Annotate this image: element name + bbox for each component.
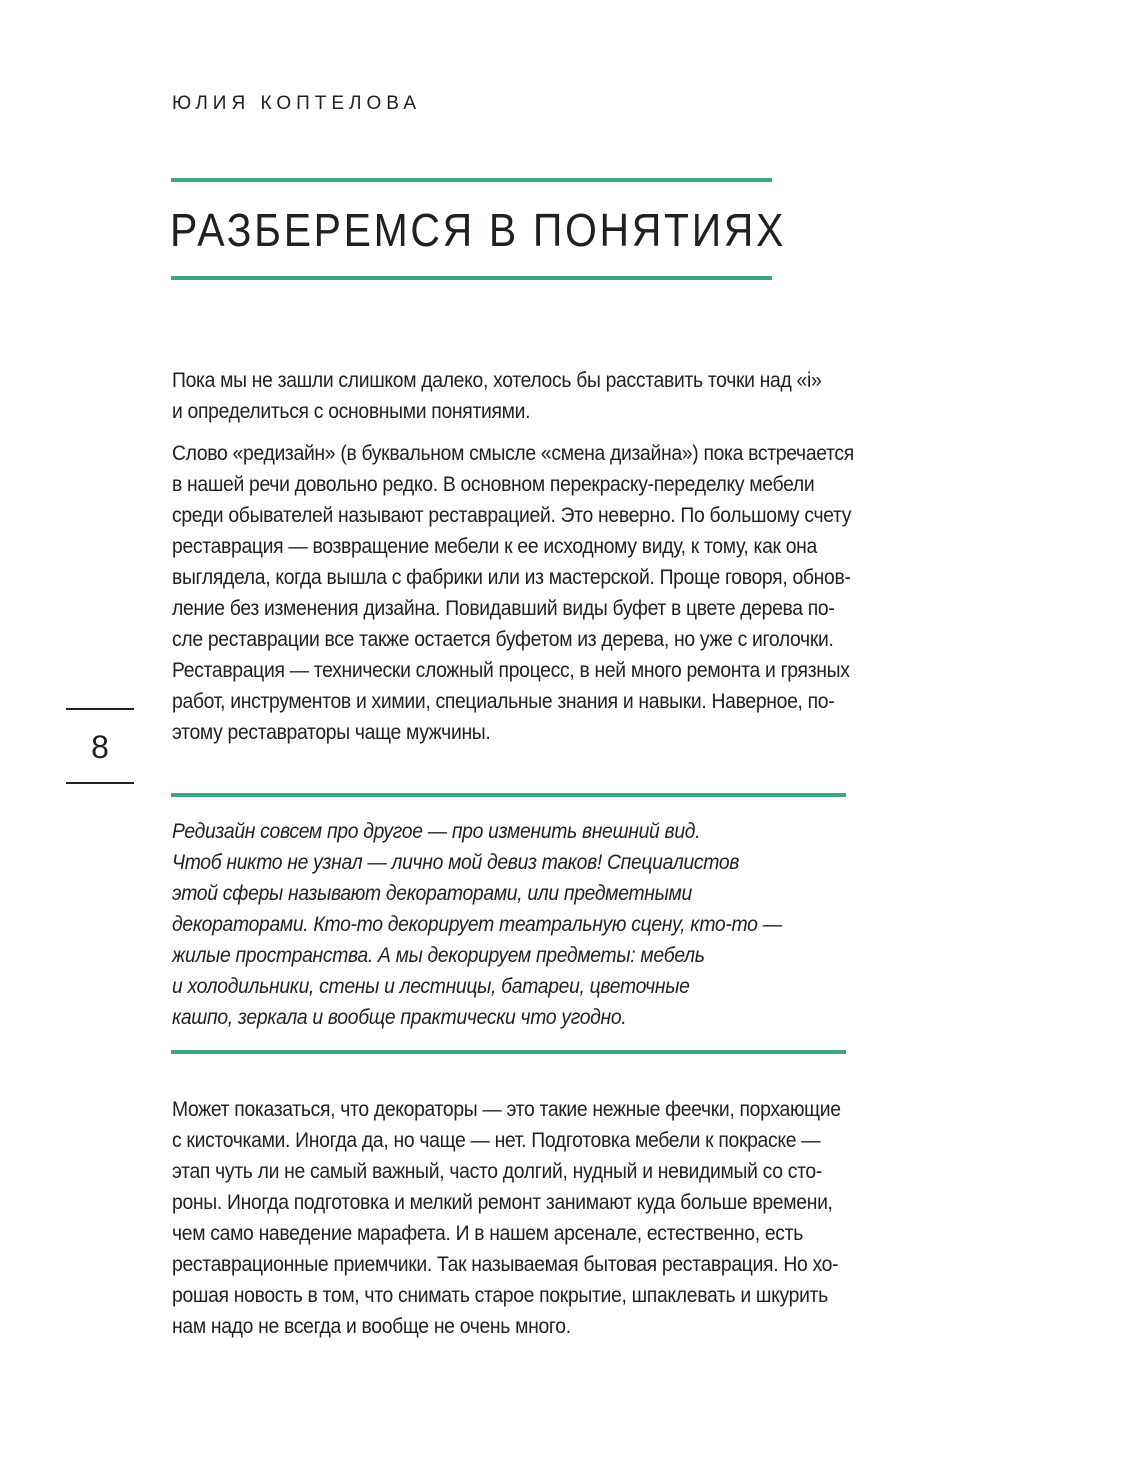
quote-line: Редизайн совсем про другое — про изменить внешний вид. — [172, 819, 701, 843]
pull-quote — [172, 816, 849, 1033]
text-line: Пока мы не зашли слишком далеко, хотелось бы расставить точки над «i» — [172, 368, 822, 392]
text-line: Реставрация — технически сложный процесс, в ней много ремонта и грязных — [172, 658, 850, 682]
text-line: нам надо не всегда и вообще не очень много. — [172, 1314, 571, 1338]
text-line: с кисточками. Иногда да, но чаще — нет. Подготовка мебели к покраске — — [172, 1128, 821, 1152]
text-line: среди обывателей называют реставрацией. Это неверно. По большому счету — [172, 503, 852, 527]
text-line: Может показаться, что декораторы — это такие нежные феечки, порхающие — [172, 1097, 841, 1121]
text-line: в нашей речи довольно редко. В основном перекраску-переделку мебели — [172, 472, 815, 496]
page-number: 8 — [91, 729, 109, 765]
quote-line: Чтоб никто не узнал — лично мой девиз таков! Специалистов — [172, 850, 740, 874]
quote-line: этой сферы называют декораторами, или предметными — [172, 881, 692, 905]
quote-rule-bottom — [171, 1050, 846, 1054]
quote-line: и холодильники, стены и лестницы, батареи, цветочные — [172, 974, 690, 998]
text-line: чем само наведение марафета. И в нашем арсенале, естественно, есть — [172, 1221, 803, 1245]
text-line: и определиться с основными понятиями. — [172, 399, 531, 423]
text-line: сле реставрации все также остается буфетом из дерева, но уже с иголочки. — [172, 627, 834, 651]
title-rule-bottom — [171, 276, 772, 280]
chapter-title: РАЗБЕРЕМСЯ В ПОНЯТИЯХ — [170, 204, 787, 256]
text-line: Слово «редизайн» (в буквальном смысле «смена дизайна») пока встречается — [172, 441, 854, 465]
text-line: этому реставраторы чаще мужчины. — [172, 720, 491, 744]
text-line: ление без изменения дизайна. Повидавший виды буфет в цвете дерева по- — [172, 596, 835, 620]
body-paragraph-2 — [172, 1094, 915, 1342]
quote-line: декораторами. Кто-то декорирует театральную сцену, кто-то — — [172, 912, 782, 936]
text-line: выглядела, когда вышла с фабрики или из мастерской. Проще говоря, обнов- — [172, 565, 851, 589]
text-line: работ, инструментов и химии, специальные знания и навыки. Наверное, по- — [172, 689, 835, 713]
text-line: реставрационные приемчики. Так называемая бытовая реставрация. Но хо- — [172, 1252, 839, 1276]
quote-line: кашпо, зеркала и вообще практически что угодно. — [172, 1005, 627, 1029]
text-line: реставрация — возвращение мебели к ее исходному виду, к тому, как она — [172, 534, 817, 558]
page-folio-rule-top — [66, 708, 134, 710]
quote-rule-top — [171, 793, 846, 797]
title-rule-top — [171, 178, 772, 182]
text-line: рошая новость в том, что снимать старое покрытие, шпаклевать и шкурить — [172, 1283, 828, 1307]
author-running-head: ЮЛИЯ КОПТЕЛОВА — [172, 93, 421, 114]
quote-line: жилые пространства. А мы декорируем предметы: мебель — [172, 943, 705, 967]
page-folio-rule-bottom — [66, 782, 134, 784]
text-line: этап чуть ли не самый важный, часто долгий, нудный и невидимый со сто- — [172, 1159, 822, 1183]
text-line: роны. Иногда подготовка и мелкий ремонт занимают куда больше времени, — [172, 1190, 833, 1214]
intro-paragraph — [172, 365, 894, 427]
body-paragraph-1 — [172, 438, 930, 748]
